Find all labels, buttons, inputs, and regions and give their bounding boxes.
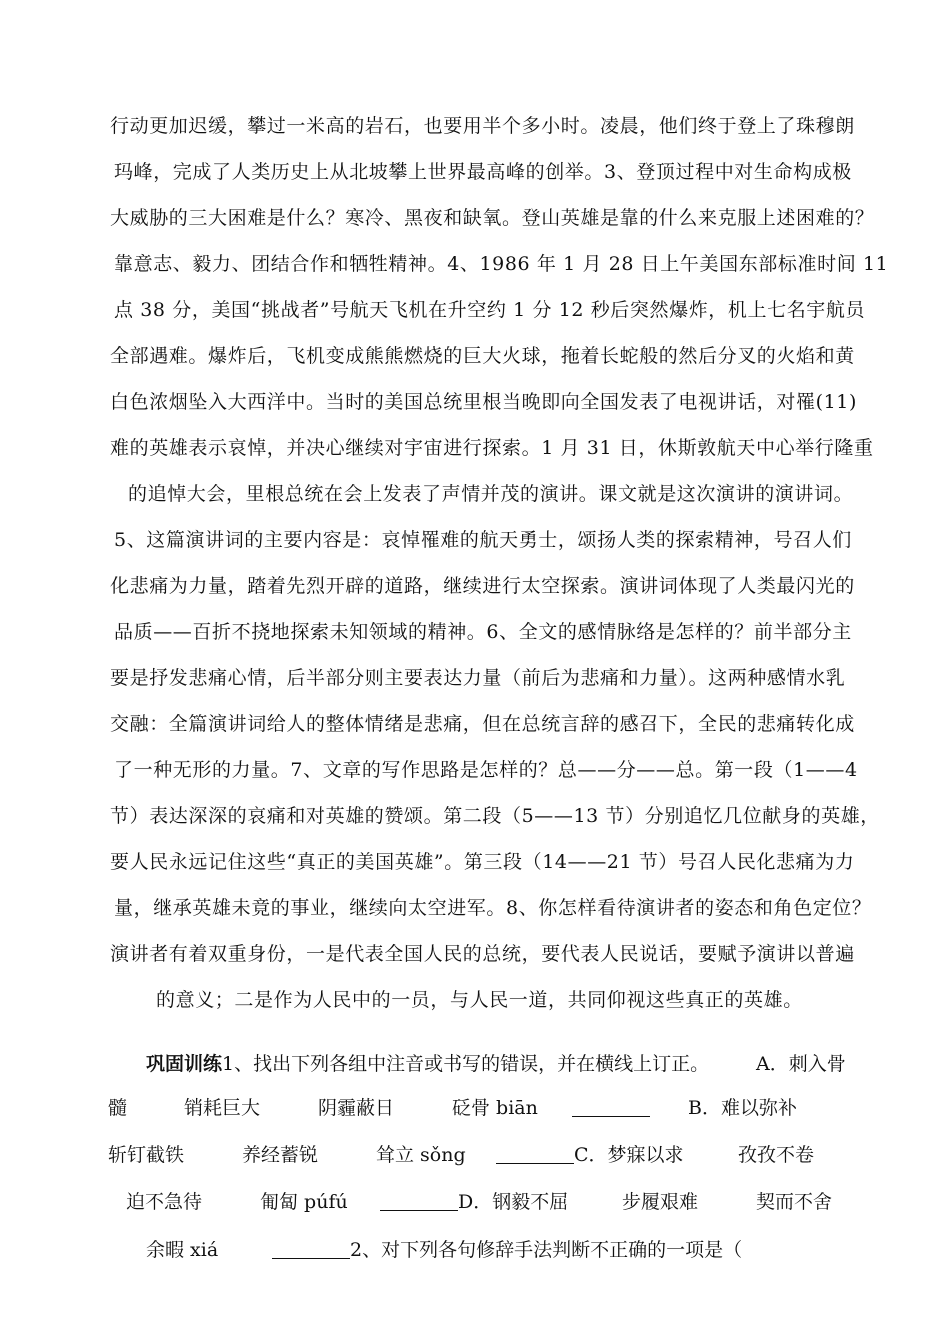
option-d-item: 契而不舍 bbox=[756, 1191, 833, 1213]
text-line: 的追悼大会，里根总统在会上发表了声情并茂的演讲。课文就是这次演讲的演讲词。 bbox=[128, 483, 854, 505]
text-line: 难的英雄表示哀悼，并决心继续对宇宙进行探索。1 月 31 日，休斯敦航天中心举行隆重 bbox=[110, 437, 874, 459]
text-line: 量，继承英雄未竟的事业，继续向太空进军。8、你怎样看待演讲者的姿态和角色定位？ bbox=[114, 897, 872, 919]
option-a-label: A．刺入骨 bbox=[756, 1053, 846, 1075]
option-d-item: 步履艰难 bbox=[622, 1191, 699, 1213]
text-line: 演讲者有着双重身份，一是代表全国人民的总统，要代表人民说话，要赋予演讲以普遍 bbox=[110, 943, 855, 965]
option-b-item: 养经蓄锐 bbox=[242, 1144, 319, 1166]
option-c-label: C．梦寐以求 bbox=[574, 1144, 684, 1166]
option-a-continuation: 髓 bbox=[108, 1097, 128, 1119]
option-c-item: 匍匐 púfú bbox=[260, 1191, 348, 1213]
exercise-heading: 巩固训练 bbox=[146, 1053, 223, 1075]
text-line: 化悲痛为力量，踏着先烈开辟的道路，继续进行太空探索。演讲词体现了人类最闪光的 bbox=[110, 575, 855, 597]
text-line: 节）表达深深的哀痛和对英雄的赞颂。第二段（5——13 节）分别追忆几位献身的英雄， bbox=[110, 805, 880, 827]
text-line: 全部遇难。爆炸后，飞机变成熊熊燃烧的巨大火球，拖着长蛇般的然后分叉的火焰和黄 bbox=[110, 345, 855, 367]
exercise-line bbox=[0, 1052, 950, 1076]
text-line: 白色浓烟坠入大西洋中。当时的美国总统里根当晚即向全国发表了电视讲话，对罹(11) bbox=[110, 391, 858, 413]
answer-blank-c[interactable] bbox=[380, 1192, 458, 1217]
option-a-item: 阴霾蔽日 bbox=[318, 1097, 395, 1119]
text-line: 品质——百折不挠地探索未知领域的精神。6、全文的感情脉络是怎样的？前半部分主 bbox=[114, 621, 852, 643]
answer-blank-d[interactable] bbox=[272, 1240, 350, 1265]
option-b-item: 斩钉截铁 bbox=[108, 1144, 185, 1166]
option-c-item: 迫不急待 bbox=[126, 1191, 203, 1213]
text-line: 5、这篇演讲词的主要内容是：哀悼罹难的航天勇士，颂扬人类的探索精神，号召人们 bbox=[114, 529, 852, 551]
text-line: 要是抒发悲痛心情，后半部分则主要表达力量（前后为悲痛和力量）。这两种感情水乳 bbox=[110, 667, 846, 689]
text-line: 靠意志、毅力、团结合作和牺牲精神。4、1986 年 1 月 28 日上午美国东部标准时间 11 bbox=[114, 253, 889, 275]
option-d-item: 余暇 xiá bbox=[146, 1239, 219, 1261]
option-b-label: B．难以弥补 bbox=[688, 1097, 797, 1119]
text-line: 交融：全篇演讲词给人的整体情绪是悲痛，但在总统言辞的感召下，全民的悲痛转化成 bbox=[110, 713, 855, 735]
answer-blank-a[interactable] bbox=[572, 1098, 650, 1123]
option-a-item: 砭骨 biān bbox=[452, 1097, 538, 1119]
text-line: 了一种无形的力量。7、文章的写作思路是怎样的？总——分——总。第一段（1——4 bbox=[114, 759, 858, 781]
option-a-item: 销耗巨大 bbox=[184, 1097, 261, 1119]
exercise-line bbox=[0, 1190, 950, 1214]
text-line: 大威胁的三大困难是什么？寒冷、黑夜和缺氧。登山英雄是靠的什么来克服上述困难的？ bbox=[110, 207, 875, 229]
text-line: 行动更加迟缓，攀过一米高的岩石，也要用半个多小时。凌晨，他们终于登上了珠穆朗 bbox=[110, 115, 855, 137]
exercise-line bbox=[0, 1096, 950, 1120]
exercise-line bbox=[0, 1238, 950, 1262]
text-line: 点 38 分，美国“挑战者”号航天飞机在升空约 1 分 12 秒后突然爆炸，机上七名宇航员 bbox=[114, 299, 866, 321]
text-line: 要人民永远记住这些“真正的美国英雄”。第三段（14——21 节）号召人民化悲痛为力 bbox=[110, 851, 855, 873]
text-line: 玛峰，完成了人类历史上从北坡攀上世界最高峰的创举。3、登顶过程中对生命构成极 bbox=[114, 161, 852, 183]
question-2: 2、对下列各句修辞手法判断不正确的一项是（ bbox=[350, 1239, 743, 1261]
exercise-line bbox=[0, 1143, 950, 1167]
exercise-intro: 1、找出下列各组中注音或书写的错误，并在横线上订正。 bbox=[222, 1053, 710, 1075]
option-d-label: D．钢毅不屈 bbox=[458, 1191, 569, 1213]
option-b-item: 耸立 sǒng bbox=[376, 1144, 466, 1166]
option-c-item: 孜孜不卷 bbox=[738, 1144, 815, 1166]
answer-blank-b[interactable] bbox=[496, 1145, 574, 1170]
text-line: 的意义；二是作为人民中的一员，与人民一道，共同仰视这些真正的英雄。 bbox=[156, 989, 803, 1011]
